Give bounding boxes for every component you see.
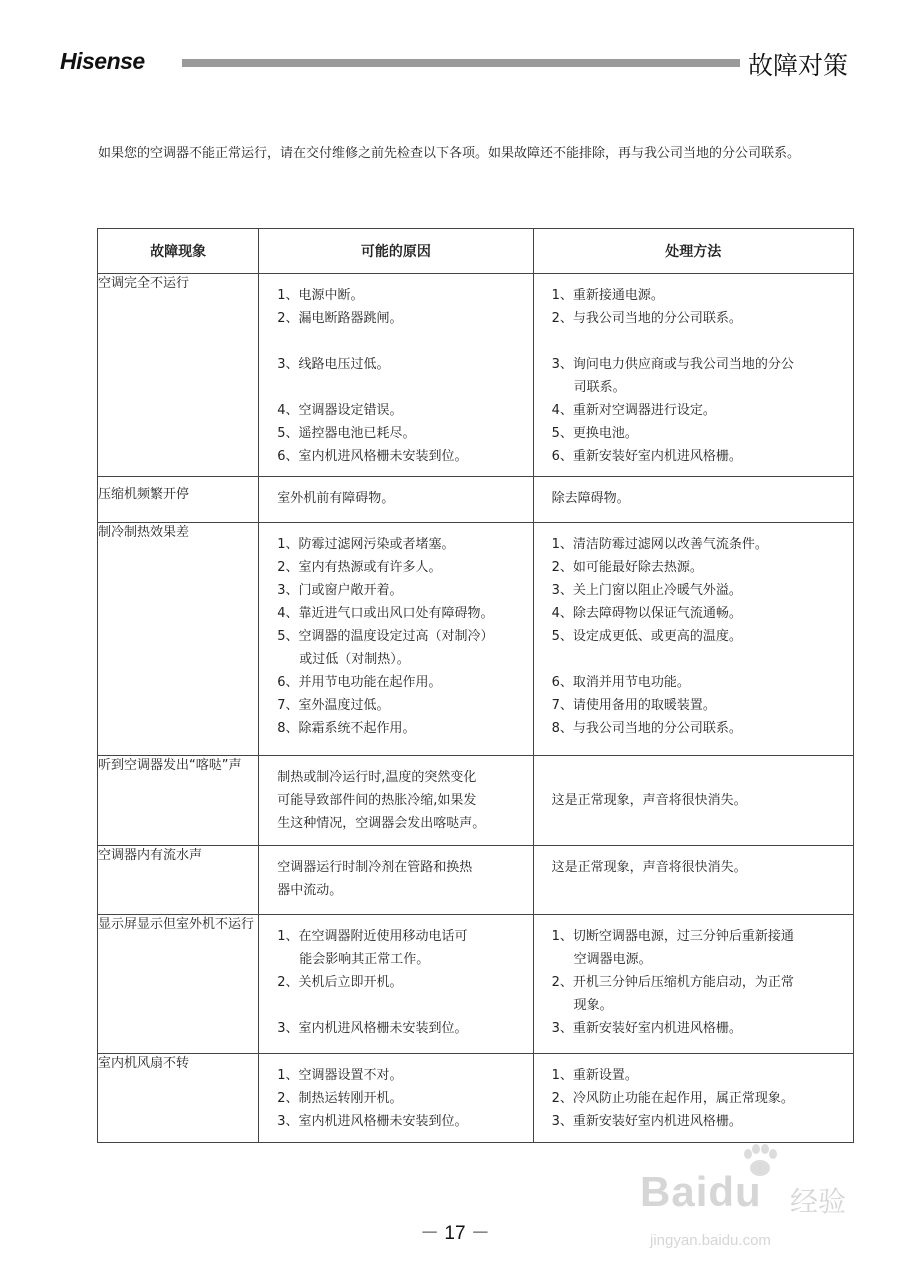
cause-line: 制热或制冷运行时,温度的突然变化 xyxy=(277,770,477,785)
cause-line: 4、空调器设定错误。 xyxy=(277,403,403,418)
causes-cell xyxy=(259,756,533,846)
cause-line: 1、在空调器附近使用移动电话可 xyxy=(277,929,468,944)
remedy-line: 2、与我公司当地的分公司联系。 xyxy=(551,311,742,326)
remedies-list xyxy=(534,756,853,820)
causes-list xyxy=(259,1054,532,1141)
remedy-line: 5、设定成更低、或更高的温度。 xyxy=(551,629,742,644)
remedy-line: 4、重新对空调器进行设定。 xyxy=(551,403,716,418)
cause-line: 3、室内机进风格栅未安装到位。 xyxy=(277,1021,468,1036)
cause-line: 6、室内机进风格栅未安装到位。 xyxy=(277,449,468,464)
remedies-cell xyxy=(533,846,853,915)
cause-line: 能会影响其正常工作。 xyxy=(299,952,430,967)
watermark-brand: Baidu xyxy=(640,1168,762,1215)
symptom-cell: 制冷制热效果差 xyxy=(98,523,259,756)
symptom-cell: 显示屏显示但室外机不运行 xyxy=(98,915,259,1054)
remedy-line: 空调器电源。 xyxy=(573,952,652,967)
header-remedies: 处理方法 xyxy=(533,229,853,274)
remedy-line: 3、重新安装好室内机进风格栅。 xyxy=(551,1021,742,1036)
causes-list xyxy=(259,477,532,518)
header-divider-bar xyxy=(182,59,740,67)
causes-list xyxy=(259,274,532,476)
header-causes: 可能的原因 xyxy=(259,229,533,274)
line-spacer xyxy=(552,648,847,671)
cause-line: 3、室内机进风格栅未安装到位。 xyxy=(277,1114,468,1129)
remedies-list xyxy=(534,846,853,887)
cause-line: 1、电源中断。 xyxy=(277,288,364,303)
remedy-line: 7、请使用备用的取暖装置。 xyxy=(551,698,716,713)
remedy-line: 这是正常现象，声音将很快消失。 xyxy=(551,793,747,808)
cause-line: 或过低（对制热）。 xyxy=(299,652,410,667)
remedies-list xyxy=(534,1054,853,1141)
remedies-cell xyxy=(533,915,853,1054)
intro-paragraph: 如果您的空调器不能正常运行，请在交付维修之前先检查以下各项。如果故障还不能排除，再与我公司当地的分公司联系。 xyxy=(98,146,801,161)
cause-line: 1、防霉过滤网污染或者堵塞。 xyxy=(277,537,455,552)
table-row xyxy=(98,523,854,756)
cause-line: 可能导致部件间的热胀冷缩,如果发 xyxy=(277,793,477,808)
cause-line: 8、除霜系统不起作用。 xyxy=(277,721,416,736)
causes-list xyxy=(259,756,532,843)
remedy-line: 2、如可能最好除去热源。 xyxy=(551,560,703,575)
remedy-line: 司联系。 xyxy=(573,380,626,395)
table-row xyxy=(98,274,854,477)
remedies-cell xyxy=(533,274,853,477)
watermark xyxy=(640,1150,880,1270)
cause-line: 2、关机后立即开机。 xyxy=(277,975,403,990)
page-header xyxy=(60,44,850,84)
cause-line: 空调器运行时制冷剂在管路和换热 xyxy=(277,860,473,875)
remedies-cell xyxy=(533,756,853,846)
causes-cell xyxy=(259,915,533,1054)
table-header-row xyxy=(98,229,854,274)
remedy-line: 6、取消并用节电功能。 xyxy=(551,675,690,690)
remedy-line: 3、重新安装好室内机进风格栅。 xyxy=(551,1114,742,1129)
table-row xyxy=(98,1054,854,1143)
line-spacer xyxy=(552,766,847,789)
remedy-line: 3、关上门窗以阻止冷暖气外溢。 xyxy=(551,583,742,598)
remedies-list xyxy=(534,274,853,476)
cause-line: 7、室外温度过低。 xyxy=(277,698,390,713)
remedy-line: 2、冷风防止功能在起作用，属正常现象。 xyxy=(551,1091,794,1106)
watermark-cn: 经验 xyxy=(790,1186,847,1217)
causes-cell xyxy=(259,274,533,477)
cause-line: 室外机前有障碍物。 xyxy=(277,491,395,506)
remedies-cell xyxy=(533,1054,853,1143)
causes-cell xyxy=(259,1054,533,1143)
remedies-list xyxy=(534,915,853,1048)
line-spacer xyxy=(552,330,847,353)
line-spacer xyxy=(277,994,526,1017)
symptom-cell: 室内机风扇不转 xyxy=(98,1054,259,1143)
remedies-cell xyxy=(533,523,853,756)
remedy-line: 3、询问电力供应商或与我公司当地的分公 xyxy=(551,357,794,372)
remedy-line: 4、除去障碍物以保证气流通畅。 xyxy=(551,606,742,621)
cause-line: 5、空调器的温度设定过高（对制冷） xyxy=(277,629,494,644)
causes-cell xyxy=(259,846,533,915)
cause-line: 生这种情况，空调器会发出喀哒声。 xyxy=(277,816,486,831)
troubleshooting-table xyxy=(97,228,854,1143)
header-symptom: 故障现象 xyxy=(98,229,259,274)
remedy-line: 5、更换电池。 xyxy=(551,426,638,441)
causes-list xyxy=(259,523,532,748)
cause-line: 2、制热运转刚开机。 xyxy=(277,1091,403,1106)
watermark-url: jingyan.baidu.com xyxy=(650,1232,771,1249)
cause-line: 3、线路电压过低。 xyxy=(277,357,390,372)
remedy-line: 1、清洁防霉过滤网以改善气流条件。 xyxy=(551,537,768,552)
line-spacer xyxy=(277,376,526,399)
remedy-line: 现象。 xyxy=(573,998,613,1013)
cause-line: 2、漏电断路器跳闸。 xyxy=(277,311,403,326)
causes-list xyxy=(259,915,532,1048)
cause-line: 4、靠近进气口或出风口处有障碍物。 xyxy=(277,606,494,621)
remedy-line: 6、重新安装好室内机进风格栅。 xyxy=(551,449,742,464)
cause-line: 2、室内有热源或有许多人。 xyxy=(277,560,442,575)
causes-list xyxy=(259,846,532,910)
table-row xyxy=(98,756,854,846)
hisense-logo: Hisense xyxy=(60,48,145,74)
cause-line: 器中流动。 xyxy=(277,883,343,898)
table-row xyxy=(98,477,854,523)
causes-cell xyxy=(259,477,533,523)
line-spacer xyxy=(277,330,526,353)
cause-line: 3、门或窗户敞开着。 xyxy=(277,583,403,598)
cause-line: 6、并用节电功能在起作用。 xyxy=(277,675,442,690)
remedies-list xyxy=(534,523,853,748)
cause-line: 5、遥控器电池已耗尽。 xyxy=(277,426,416,441)
remedies-list xyxy=(534,477,853,518)
table-body xyxy=(98,274,854,1143)
remedies-cell xyxy=(533,477,853,523)
remedy-line: 8、与我公司当地的分公司联系。 xyxy=(551,721,742,736)
symptom-cell: 听到空调器发出“喀哒”声 xyxy=(98,756,259,846)
remedy-line: 1、重新接通电源。 xyxy=(551,288,664,303)
page-number: － 17 － xyxy=(420,1223,490,1244)
remedy-line: 这是正常现象，声音将很快消失。 xyxy=(551,860,747,875)
table-row xyxy=(98,846,854,915)
cause-line: 1、空调器设置不对。 xyxy=(277,1068,403,1083)
remedy-line: 1、重新设置。 xyxy=(551,1068,638,1083)
page-title: 故障对策 xyxy=(747,51,848,80)
causes-cell xyxy=(259,523,533,756)
symptom-cell: 空调器内有流水声 xyxy=(98,846,259,915)
remedy-line: 除去障碍物。 xyxy=(551,491,630,506)
remedy-line: 2、开机三分钟后压缩机方能启动，为正常 xyxy=(551,975,794,990)
symptom-cell: 空调完全不运行 xyxy=(98,274,259,477)
symptom-cell: 压缩机频繁开停 xyxy=(98,477,259,523)
remedy-line: 1、切断空调器电源，过三分钟后重新接通 xyxy=(551,929,794,944)
table-row xyxy=(98,915,854,1054)
